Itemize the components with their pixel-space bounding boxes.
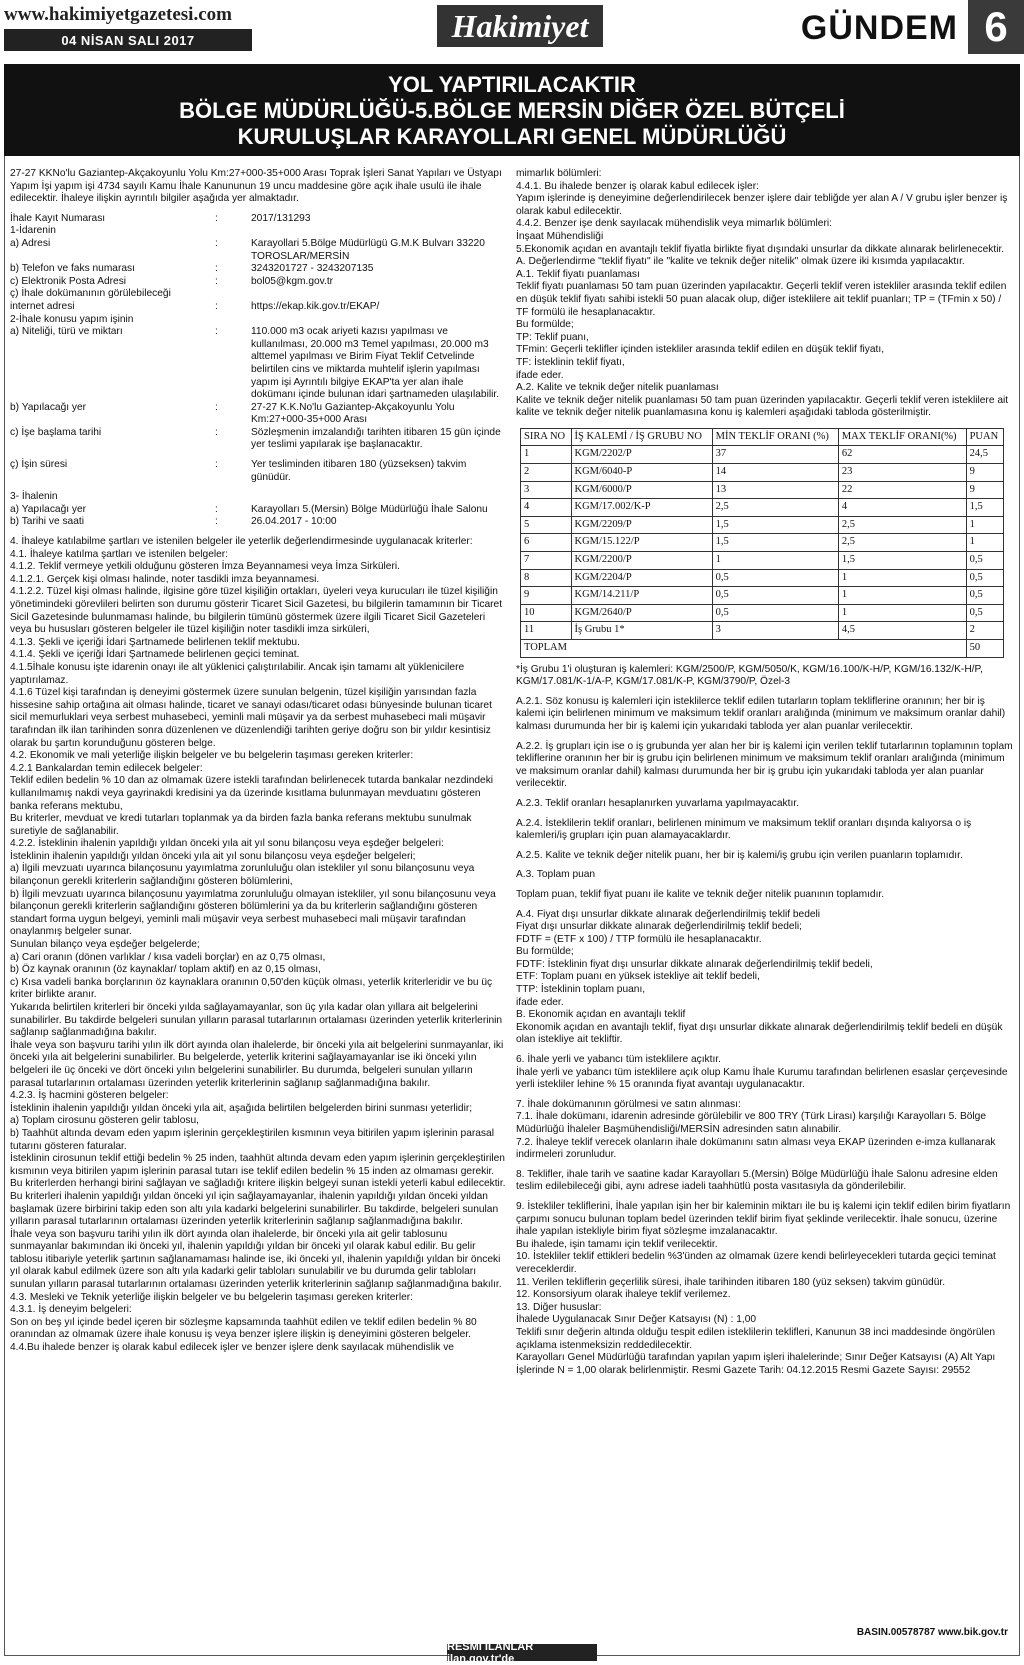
table-total-label: TOPLAM — [521, 640, 967, 658]
table-cell: İş Grubu 1* — [571, 622, 712, 640]
paragraph: b) İlgili mevzuatı uyarınca bilançosunu yayımlatma zorunluluğu olmayan istekliler, yıl sonu bilançosunu veya bilançonun gerekli kriterlerin sağlandığını gösteren bölümlerini ya da bu kriterlerin sağlandığını gösteren standart forma uygun belgeyi, yeminli mali müşavir veya serbest muhasebeci mali müşavir tarafından onaylanmış belgeler sunar. — [10, 888, 496, 938]
paragraph: a) Toplam cirosunu gösteren gelir tablosu, — [10, 1115, 199, 1127]
info-row — [10, 491, 506, 504]
paragraph: Bu kriterler, mevduat ve kredi tutarları toplanmak ya da birden fazla banka referans mektubu sunulmak suretiyle de sağlanabilir. — [10, 813, 472, 837]
info-colon — [215, 491, 251, 504]
paragraph: 7.2. İhaleye teklif verecek olanların ihale dokümanını satın alması veya EKAP üzerinden e-imza kullanarak indirmeleri zorunludur. — [516, 1136, 996, 1161]
info-value: 3243201727 - 3243207135 — [251, 263, 374, 275]
table-total-value: 50 — [966, 640, 1003, 658]
info-colon — [215, 288, 251, 301]
paragraph: Yapım işlerinde iş deneyimine değerlendirilecek benzer işlere dair tebliğde yer alan A / V grubu işler benzer iş olarak kabul edilecektir. — [516, 193, 1008, 217]
table-row — [521, 534, 1004, 552]
table-cell: 1,5 — [712, 534, 838, 552]
paragraph: 10. İstekliler teklif ettikleri bedelin %3'ünden az olmamak üzere kendi belirleyecekleri tutarda geçici teminat vereceklerdir. — [516, 1251, 996, 1275]
paragraph: A.2. Kalite ve teknik değer nitelik puanlaması — [516, 382, 719, 394]
right-paragraphs-top — [516, 168, 1014, 420]
info-key: 3- İhalenin — [10, 491, 58, 503]
paragraph: Fiyat dışı unsurlar dikkate alınarak değerlendirilmiş teklif bedeli; — [516, 921, 802, 933]
info-row — [10, 301, 506, 314]
table-cell: 6 — [521, 534, 572, 552]
table-row — [521, 587, 1004, 605]
table-row — [521, 464, 1004, 482]
paragraph: 4.1.2. Teklif vermeye yetkili olduğunu gösteren İmza Beyannamesi veya İmza Sirküleri. — [10, 561, 400, 573]
paragraph: Son on beş yıl içinde bedel içeren bir sözleşme kapsamında taahhüt edilen ve teklif edilen bedelin % 80 oranından az olmamak üzere ihale konusu iş veya benzer işlere ilişkin iş deneyimini gösteren belgeler. — [10, 1316, 477, 1341]
table-cell: 24,5 — [966, 446, 1003, 464]
table-cell: KGM/2202/P — [571, 446, 712, 464]
table-cell: 14 — [712, 464, 838, 482]
paragraph: 4.4.Bu ihalede benzer iş olarak kabul edilecek işler ve benzer işlere denk sayılacak mühendislik ve — [10, 1342, 454, 1354]
table-cell: 2 — [521, 464, 572, 482]
info-row — [10, 276, 506, 289]
table-cell: 62 — [838, 446, 966, 464]
info-colon: : — [215, 326, 218, 338]
footer-label: RESMİ İLANLAR ilan.gov.tr'de — [447, 1644, 597, 1661]
paragraph: 8. Teklifler, ihale tarih ve saatine kadar Karayolları 5.(Mersin) Bölge Müdürlüğü İhale Salonu adresine elden teslim edilebileceği gibi, aynı adrese iadeli taahhütlü posta vasıtasıyla da gönderilebilir. — [516, 1168, 998, 1193]
paragraph: 4.1.2.1. Gerçek kişi olması halinde, noter tasdikli imza beyannamesi. — [10, 573, 320, 585]
table-cell: KGM/2200/P — [571, 552, 712, 570]
info-row — [10, 238, 506, 263]
paragraph: B. Ekonomik açıdan en avantajlı teklif — [516, 1009, 686, 1021]
table-cell: 2 — [966, 622, 1003, 640]
info-value — [251, 491, 506, 504]
table-cell: 37 — [712, 446, 838, 464]
table-cell: 9 — [521, 587, 572, 605]
spacer — [10, 484, 506, 491]
info-row — [10, 504, 506, 517]
table-cell: KGM/14.211/P — [571, 587, 712, 605]
table-cell: 1 — [712, 552, 838, 570]
info-value: 27-27 K.K.No'lu Gaziantep-Akçakoyunlu Yolu Km:27+000-35+000 Arası — [251, 401, 455, 426]
paragraph: İhalede Uygulanacak Sınır Değer Katsayısı (N) : 1,00 — [516, 1314, 757, 1326]
spacer — [516, 689, 1014, 696]
paragraph: 13. Diğer hususlar: — [516, 1301, 602, 1313]
paragraph: TF: İsteklinin teklif fiyatı, — [516, 356, 625, 368]
spacer — [516, 902, 1014, 909]
paragraph: 9. İstekliler tekliflerini, İhale yapılan işin her bir kaleminin miktarı ile bu iş kalemi için teklif edilen birim fiyatların çarpımı sonucu bulunan toplam bedel üzerinden teklif birim fiyat şeklinde verilecektir. İhale sonucu, üzerine ihale yapılan istekliyle birim fiyat sözleşme imzalanacaktır. — [516, 1200, 1011, 1238]
table-cell: 2,5 — [712, 499, 838, 517]
paragraph: c) Kısa vadeli banka borçlarının öz kaynaklara oranının 0,50'den küçük olması, yeterlik kriterleridir ve bu üç kriter birlikte aranır. — [10, 976, 493, 1001]
table-cell: 1 — [838, 604, 966, 622]
info-value: Karayollari 5.Bölge Müdürlügü G.M.K Bulvarı 33220 TOROSLAR/MERSİN — [251, 237, 485, 262]
paragraph: Teklif fiyatı puanlaması 50 tam puan üzerinden yapılacaktır. Geçerli teklif veren istekliler arasında teklif edilen en düşük teklif fiyatı sahibi istekli 50 puan alacak olup, diğer isteklilere ait teklif puanları; TP = (TFmin x 50) / TF formülü ile hesaplanacaktır. — [516, 281, 1007, 318]
info-value: 110.000 m3 ocak ariyeti kazısı yapılması ve kullanılması, 20.000 m3 Temel yapılması, 20.000 m3 alttemel yapılması ve Birim Fiyat Teklif Cetvelinde belirtilen cins ve miktarda muhtelif işlerin yapılması yapım işi Ayrıntılı bilgiye EKAP'ta yer alan ihale dokümanı içinde bulunan idari şartnameden ulaşılabilir. — [251, 326, 500, 401]
paragraph: Teklifi sınır değerin altında olduğu tespit edilen isteklilerin teklifleri, Kanunun 38 inci maddesinde öngörülen açıklama istenmeksizin reddedilecektir. — [516, 1326, 996, 1351]
paragraph: A.2.5. Kalite ve teknik değer nitelik puanı, her bir iş kalemi/iş grubu için verilen puanların toplamıdır. — [516, 849, 963, 861]
left-column — [10, 168, 506, 1355]
table-cell: 0,5 — [966, 587, 1003, 605]
paragraph: a) Cari oranın (dönen varlıklar / kısa vadeli borçlar) en az 0,75 olması, — [10, 951, 326, 963]
paragraph: Toplam puan, teklif fiyat puanı ile kalite ve teknik değer nitelik puanının toplamıdır. — [516, 888, 885, 900]
spacer — [516, 734, 1014, 741]
paragraph: İsteklinin ihalenin yapıldığı yıldan önceki yıla ait, aşağıda belirtilen belgelerden birini sunması yeterlidir; — [10, 1102, 473, 1114]
table-cell: 8 — [521, 569, 572, 587]
table-header-cell: MİN TEKLİF ORANI (%) — [712, 428, 838, 446]
page-number: 6 — [968, 0, 1024, 54]
table-cell: 4,5 — [838, 622, 966, 640]
info-table — [10, 213, 506, 529]
table-cell: 3 — [521, 481, 572, 499]
paragraph: 12. Konsorsiyum olarak ihaleye teklif verilemez. — [516, 1289, 731, 1301]
paragraph: İhale veya son başvuru tarihi yılın ilk dört ayında olan ihalelerde, bir önceki yıla ait belgelerini sunmayanlar, iki önceki yıla ait belgelerini sunabilirler. Bu belgelerde, yeterlik kriterini sağlayamayanlar ise iki önceki yılın belgeleri ile üç önceki ve dört önceki yılın belgelerini sunabilirler. Bu durumda, belgeleri sunulan yılların parasal tutarlarının ortalaması üzerinden yeterlik kriterlerinin sağlanıp sağlanmadığına bakılır. — [10, 1039, 504, 1089]
paragraph: 4.3.1. İş deneyim belgeleri: — [10, 1304, 132, 1316]
paragraph: A. Değerlendirme "teklif fiyatı" ile "kalite ve teknik değer nitelik" olmak üzere iki kısımda yapılacaktır. — [516, 256, 965, 268]
left-paragraphs — [10, 536, 506, 1355]
paragraph: Karayolları Genel Müdürlüğü tarafından yapılan yapım işleri ihalelerinde; Sınır Değer Katsayısı (A) Alt Yapı İşlerinde N = 1,00 olarak belirlenmiştir. Resmi Gazete Tarih: 04.12.2015 Resmi Gazete Sayısı: 29552 — [516, 1352, 996, 1376]
paragraph: 4.3. Mesleki ve Teknik yeterliğe ilişkin belgeler ve bu belgelerin taşıması gereken kriterler: — [10, 1291, 413, 1303]
table-row — [521, 569, 1004, 587]
info-colon: : — [215, 516, 218, 528]
table-cell: 23 — [838, 464, 966, 482]
table-row — [521, 552, 1004, 570]
table-cell: 9 — [966, 464, 1003, 482]
paragraph: b) Öz kaynak oranının (öz kaynaklar/ toplam aktif) en az 0,15 olması, — [10, 964, 321, 976]
paragraph: TTP: İsteklinin toplam puanı, — [516, 984, 646, 996]
paragraph: A.2.1. Söz konusu iş kalemleri için isteklilerce teklif edilen tutarların toplam tekliflerine oranının; her bir iş kalemi için belirlenen minimum ve maksimum teklif oranları aralığında (minimum ve maksimum oranlar dahil) kalması durumunda her bir iş kalemi için yukarıdaki tabloda yer alan puanlar verilecektir. — [516, 695, 1006, 732]
paragraph: b) Taahhüt altında devam eden yapım işlerinin gerçekleştirilen kısmının veya bitirilen yapım işlerinin parasal tutarını gösteren faturalar. — [10, 1127, 494, 1152]
paragraph: 5.Ekonomik açıdan en avantajlı teklif fiyatla birlikte fiyat dışındaki unsurlar da dikkate alınarak belirlenecektir. — [516, 243, 1005, 255]
paragraph: A.2.2. İş grupları için ise o iş grubunda yer alan her bir iş kalemi için verilen teklif tutarlarının toplamının toplam tekliflerine oranının her bir iş grubu için belirlenen minimum ve maksimum teklif oranları aralığında (minimum ve maksimum oranlar dahil) kalması durumunda her bir iş grubu için yukarıdaki tabloda yer alan puanlar verilecektir. — [516, 740, 1013, 790]
table-cell: 7 — [521, 552, 572, 570]
spacer — [516, 1162, 1014, 1169]
scoring-table — [520, 428, 1004, 658]
table-cell: 1,5 — [712, 516, 838, 534]
table-cell: 0,5 — [966, 604, 1003, 622]
paragraph: Sunulan bilanço veya eşdeğer belgelerde; — [10, 939, 200, 951]
spacer — [516, 862, 1014, 869]
table-cell: KGM/2204/P — [571, 569, 712, 587]
paragraph: İhale veya son başvuru tarihi yılın ilk dört ayında olan ihalelerde, bir önceki yıla ait gelir tablosunu sunmayanlar bakımından iki önceki yıl, ihalenin yapıldığı yıldan bir önceki yıl olarak kabul edilir. Bu gelir tablosu itibariyle yeterlik şartının sağlanamaması halinde ise, iki önceki yıl, ihalenin yapıldığı yıldan bir önceki yıl olarak kabul edilmek üzere son altı yıla kadarki gelir tabloları sunulabilir ve bu durumda gelir tabloları sunulan yılların parasal tutarlarının ortalaması üzerinden yeterlik kriterlerinin sağlanıp sağlanmadığına bakılır. — [10, 1228, 502, 1291]
table-cell: 13 — [712, 481, 838, 499]
info-row — [10, 314, 506, 327]
paragraph: 4.1.5İhale konusu işte idarenin onayı ile alt yüklenici çalıştırılabilir. Ancak işin tamamı alt yüklenicilere yaptırılamaz. — [10, 661, 465, 686]
table-cell: 0,5 — [712, 604, 838, 622]
section-title: GÜNDEM — [800, 8, 958, 47]
headline-line: BÖLGE MÜDÜRLÜĞÜ-5.BÖLGE MERSİN DİĞER ÖZEL BÜTÇELİ — [179, 98, 845, 123]
paragraph: 4.1.6 Tüzel kişi tarafından iş deneyimi göstermek üzere sunulan belgenin, tüzel kişiliğin yarısından fazla hissesine sahip ortağına ait olması halinde, ticaret ve sanayi odası/ticaret odası bünyesinde bulunan ticaret sicil memurluklari veya serbest muhasebeci, yeminli mali müşavir ya da serbest muhasebeci mali müşavir tarafından ilk ilan tarihinden sonra düzenlenen ve düzenlendiği tarihten geriye doğru son bir yıldır kesintisiz olarak bu şartın korunduğunu gösteren belge. — [10, 687, 492, 749]
table-cell: KGM/6000/P — [571, 481, 712, 499]
paragraph: 4.2. Ekonomik ve mali yeterliğe ilişkin belgeler ve bu belgelerin taşıması gereken kriterler: — [10, 750, 414, 762]
paragraph: 4.1.2.2. Tüzel kişi olması halinde, ilgisine göre tüzel kişiliğin ortakları, üyeleri veya kurucuları ile tüzel kişiliğin yönetimindeki görevlileri belirten son durumu gösterir Ticaret Sicil Gazetesi, bu bilgilerin tamamının bir Ticaret Sicil Gazetesinde bulunmaması halinde, bu bilgilerin tümünü göstermek üzere ilgili Ticaret Sicil Gazeteleri veya bu hususları gösteren belgeler ile tüzel kişiliğin noter tasdikli imza sirküleri, — [10, 586, 503, 636]
right-paragraphs-bottom — [516, 664, 1014, 1378]
table-cell: 11 — [521, 622, 572, 640]
paragraph: *İş Grubu 1'i oluşturan iş kalemleri: KGM/2500/P, KGM/5050/K, KGM/16.100/K-H/P, KGM/16.132/K-H/P, KGM/17.081/K-1/A-P, KGM/17.081/K-P, KGM/3790/P, Özel-3 — [516, 663, 983, 688]
paragraph: mimarlık bölümleri: — [516, 168, 602, 179]
info-value: Yer tesliminden itibaren 180 (yüzseksen) takvim günüdür. — [251, 459, 467, 483]
info-colon: : — [215, 212, 218, 224]
table-cell: 0,5 — [712, 587, 838, 605]
table-cell: 4 — [838, 499, 966, 517]
info-colon: : — [215, 503, 218, 515]
spacer — [516, 1194, 1014, 1201]
info-value: Sözleşmenin imzalandığı tarihten itibaren 15 gün içinde yer teslimi yapılarak işe başlanacaktır. — [251, 426, 501, 451]
paragraph: 6. İhale yerli ve yabancı tüm isteklilere açıktır. — [516, 1054, 721, 1066]
table-cell: 0,5 — [966, 552, 1003, 570]
paragraph: İsteklinin cirosunun teklif ettiği bedelin % 25 inden, taahhüt altında devam eden yapım işlerinin gerçekleştirilen kısmının veya bitirilen yapım işlerinin parasal tutarı ise teklif edilen bedelin % 15 inden az olmaması gerekir. Bu kriterlerden herhangi birini sağlayan ve sağladığı kritere ilişkin belgeyi sunan istekli yeterli kabul edilecektir. — [10, 1153, 506, 1190]
table-cell: 3 — [712, 622, 838, 640]
table-cell: 1 — [838, 569, 966, 587]
info-value: https://ekap.kik.gov.tr/EKAP/ — [251, 300, 380, 312]
info-key: internet adresi — [10, 300, 75, 312]
info-row — [10, 225, 506, 238]
spacer — [516, 791, 1014, 798]
table-cell: 1 — [966, 516, 1003, 534]
info-value — [251, 225, 506, 238]
info-colon: : — [215, 459, 218, 471]
paragraph: 7.1. İhale dokümanı, idarenin adresinde görülebilir ve 800 TRY (Türk Lirası) karşılığı Karayolları 5. Bölge Müdürlüğü İhaleler Başmühendisliği/MERSİN adresinden satın alınabilir. — [516, 1111, 987, 1135]
paragraph: Bu kriterleri ihalenin yapıldığı yıldan önceki yıl için sağlayamayanlar, ihalenin yapıldığı yıldan önceki yıldan başlamak üzere birbirini takip eden son altı yıla kadarki belgelerini sunabilirler. Bu takdirde, belgeleri sunulan yılların parasal tutarlarının ortalaması üzerinden yeterlik kriterlerinin sağlanıp sağlanmadığına bakılır. — [10, 1190, 499, 1228]
paragraph: ifade eder. — [516, 996, 564, 1008]
paragraph: a) İlgili mevzuatı uyarınca bilançosunu yayımlatma zorunluluğu olan istekliler yıl sonu bilançosunu veya bilançonun gerekli kriterlerin sağlandığını gösteren bölümlerini, — [10, 863, 475, 888]
paragraph: 4.4.2. Benzer işe denk sayılacak mühendislik veya mimarlık bölümleri: — [516, 218, 832, 230]
spacer — [516, 1047, 1014, 1054]
info-row — [10, 326, 506, 402]
info-value: Karayolları 5.(Mersin) Bölge Müdürlüğü İhale Salonu — [251, 503, 488, 515]
paragraph: Yukarıda belirtilen kriterleri bir önceki yılda sağlayamayanlar, son üç yıla kadar olan yıllara ait belgelerini sunabilirler. Bu takdirde belgeleri sunulan yılların parasal tutarlarının ortalaması üzerinden yeterlik kriterlerinin sağlanıp sağlanmadığına bakılır. — [10, 1002, 503, 1039]
paragraph: Bu ihalede, işin tamamı için teklif verilecektir. — [516, 1238, 718, 1250]
table-cell: 1 — [521, 446, 572, 464]
paragraph: 4.2.3. İş hacmini gösteren belgeler: — [10, 1090, 169, 1102]
paragraph: A.2.4. İsteklilerin teklif oranları, belirlenen minimum ve maksimum teklif oranları dışında kalıyorsa o iş kalemleri/iş grupları için puan alamayacaklardır. — [516, 817, 972, 842]
info-row — [10, 516, 506, 529]
info-key: a) Yapılacağı yer — [10, 503, 87, 515]
table-cell: 1 — [838, 587, 966, 605]
table-row — [521, 481, 1004, 499]
site-url[interactable]: www.hakimiyetgazetesi.com — [4, 4, 232, 25]
notice-headline — [4, 64, 1020, 156]
table-cell: KGM/2640/P — [571, 604, 712, 622]
paragraph: TFmin: Geçerli teklifler içinden istekliler arasında teklif edilen en düşük teklif fiyatı, — [516, 344, 885, 356]
info-key: ç) İhale dokümanının görülebileceği — [10, 288, 171, 300]
table-row — [521, 604, 1004, 622]
spacer — [516, 882, 1014, 889]
info-key: b) Tarihi ve saati — [10, 516, 84, 528]
info-value: 26.04.2017 - 10:00 — [251, 516, 337, 528]
info-colon — [215, 314, 251, 327]
table-cell: 1,5 — [838, 552, 966, 570]
spacer — [516, 1092, 1014, 1099]
info-key: c) İşe başlama tarihi — [10, 426, 102, 438]
right-column — [516, 168, 1014, 1377]
paragraph: İnşaat Mühendisliği — [516, 230, 604, 242]
paragraph: İhale yerli ve yabancı tüm isteklilere açık olup Kamu İhale Kurumu tarafından belirlenen esaslar çerçevesinde yerli istekliler lehine % 15 oranında fiyat avantajı uygulanacaktır. — [516, 1066, 1008, 1091]
paragraph: 4. İhaleye katılabilme şartları ve istenilen belgeler ile yeterlik değerlendirmesinde uygulanacak kriterler: — [10, 536, 473, 548]
table-cell: KGM/15.122/P — [571, 534, 712, 552]
table-row — [521, 499, 1004, 517]
intro-paragraph: 27-27 KKNo'lu Gaziantep-Akçakoyunlu Yolu Km:27+000-35+000 Arası Toprak İşleri Sanat Yapıları ve Üstyapı Yapım İşi yapım işi 4734 sayılı Kamu İhale Kanununun 19 uncu maddesine göre açık ihale usulü ile ihale edilecektir. İhaleye ilişkin ayrıntılı bilgiler aşağıda yer almaktadır. — [10, 168, 502, 205]
table-header-row — [521, 428, 1004, 446]
paragraph: Bu formülde; — [516, 946, 574, 958]
info-value: 2017/131293 — [251, 212, 311, 224]
table-row — [521, 446, 1004, 464]
paragraph: 4.1.3. Şekli ve içeriği İdari Şartnamede belirlenen teklif mektubu. — [10, 636, 300, 648]
table-header-cell: MAX TEKLİF ORANI(%) — [838, 428, 966, 446]
paragraph: Teklif edilen bedelin % 10 dan az olmamak üzere istekli tarafından belirlenecek tutarda bankalar nezdindeki kullanılmamış nakdi veya gayrinakdi kredisini ya da üzerinde kısıtlama bulunmayan mevduatını gösteren banka referans mektubu, — [10, 775, 494, 812]
info-colon: : — [215, 426, 218, 438]
page-header — [0, 0, 1024, 56]
paragraph: 4.1. İhaleye katılma şartları ve istenilen belgeler: — [10, 548, 229, 560]
paragraph: Bu formülde; — [516, 319, 574, 331]
info-key: b) Yapılacağı yer — [10, 401, 87, 413]
paragraph: ETF: Toplam puanı en yüksek istekliye ait teklif bedeli, — [516, 971, 760, 983]
info-key: c) Elektronik Posta Adresi — [10, 275, 127, 287]
table-cell: 22 — [838, 481, 966, 499]
paragraph: FDTF = (ETF x 100) / TTP formülü ile hesaplanacaktır. — [516, 933, 762, 945]
info-row — [10, 213, 506, 226]
paragraph: Ekonomik açıdan en avantajlı teklif, fiyat dışı unsurlar dikkate alınarak değerlendirilmiş teklif bedeli en düşük olan istekliye ait tekliftir. — [516, 1021, 1003, 1046]
info-row — [10, 459, 506, 484]
info-colon — [215, 225, 251, 238]
paragraph: A.2.3. Teklif oranları hesaplanırken yuvarlama yapılmayacaktır. — [516, 797, 799, 809]
table-total-row — [521, 640, 1004, 658]
table-header-cell: PUAN — [966, 428, 1003, 446]
paragraph: 11. Verilen tekliflerin geçerlilik süresi, ihale tarihinden itibaren 180 (yüz seksen) takvim günüdür. — [516, 1276, 946, 1288]
basin-ref: BASIN.00578787 www.bik.gov.tr — [856, 1627, 1008, 1638]
table-cell: KGM/6040-P — [571, 464, 712, 482]
issue-date: 04 NİSAN SALI 2017 — [4, 29, 252, 51]
spacer — [516, 843, 1014, 850]
info-colon: : — [215, 263, 218, 275]
paragraph: TP: Teklif puanı, — [516, 331, 589, 343]
info-key: a) Adresi — [10, 237, 51, 249]
info-value — [251, 288, 506, 301]
table-cell: KGM/2209/P — [571, 516, 712, 534]
paragraph: A.4. Fiyat dışı unsurlar dikkate alınarak değerlendirilmiş teklif bedeli — [516, 908, 821, 920]
table-row — [521, 516, 1004, 534]
info-row — [10, 427, 506, 452]
info-colon: : — [215, 401, 218, 413]
table-cell: 10 — [521, 604, 572, 622]
info-row — [10, 402, 506, 427]
info-key: İhale Kayıt Numarası — [10, 212, 106, 224]
paragraph: FDTF: İsteklinin fiyat dışı unsurlar dikkate alınarak değerlendirilmiş teklif bedeli, — [516, 958, 873, 970]
spacer — [516, 811, 1014, 818]
paragraph: A.3. Toplam puan — [516, 869, 596, 881]
table-cell: 5 — [521, 516, 572, 534]
table-cell: 0,5 — [712, 569, 838, 587]
info-key: 1-İdarenin — [10, 225, 56, 237]
paragraph: İsteklinin ihalenin yapıldığı yıldan önceki yıla ait yıl sonu bilançosu veya eşdeğer belgeleri; — [10, 850, 416, 862]
table-cell: 0,5 — [966, 569, 1003, 587]
info-value: bol05@kgm.gov.tr — [251, 275, 334, 287]
info-colon: : — [215, 300, 218, 312]
info-row — [10, 288, 506, 301]
info-row — [10, 263, 506, 276]
info-key: b) Telefon ve faks numarası — [10, 263, 135, 275]
table-cell: 2,5 — [838, 534, 966, 552]
info-key: a) Niteliği, türü ve miktarı — [10, 326, 123, 338]
table-row — [521, 622, 1004, 640]
paragraph: 7. İhale dokümanının görülmesi ve satın alınması: — [516, 1098, 741, 1110]
page-footer — [0, 1640, 1024, 1665]
paragraph: Kalite ve teknik değer nitelik puanlaması 50 tam puan üzerinden yapılacaktır. Geçerli teklif veren isteklilere ait kalite ve teknik değer nitelik puanlamasına konu iş kalemleri aşağıdaki tabloda gösterilmiştir. — [516, 394, 1009, 419]
paragraph: 4.4.1. Bu ihalede benzer iş olarak kabul edilecek işler: — [516, 180, 759, 192]
table-cell: 2,5 — [838, 516, 966, 534]
paragraph: 4.2.2. İsteklinin ihalenin yapıldığı yıldan önceki yıla ait yıl sonu bilançosu veya eşdeğer belgeleri: — [10, 838, 444, 850]
newspaper-logo: Hakimiyet — [437, 5, 603, 47]
headline-line: KURULUŞLAR KARAYOLLARI GENEL MÜDÜRLÜĞÜ — [237, 124, 787, 149]
paragraph: 4.1.4. Şekli ve içeriği İdari Şartnamede belirlenen geçici teminat. — [10, 649, 300, 661]
info-key: ç) İşin süresi — [10, 459, 68, 471]
paragraph: A.1. Teklif fiyatı puanlaması — [516, 268, 640, 280]
table-cell: 1,5 — [966, 499, 1003, 517]
paragraph: 4.2.1 Bankalardan temin edilecek belgeler: — [10, 762, 203, 774]
spacer — [10, 452, 506, 459]
info-colon: : — [215, 237, 218, 249]
info-key: 2-İhale konusu yapım işinin — [10, 313, 134, 325]
table-cell: 4 — [521, 499, 572, 517]
table-cell: KGM/17.002/K-P — [571, 499, 712, 517]
table-header-cell: SIRA NO — [521, 428, 572, 446]
info-colon: : — [215, 275, 218, 287]
table-header-cell: İŞ KALEMİ / İŞ GRUBU NO — [571, 428, 712, 446]
headline-line: YOL YAPTIRILACAKTIR — [388, 72, 636, 97]
paragraph: ifade eder. — [516, 369, 564, 381]
table-cell: 1 — [966, 534, 1003, 552]
info-value — [251, 314, 506, 327]
table-cell: 9 — [966, 481, 1003, 499]
